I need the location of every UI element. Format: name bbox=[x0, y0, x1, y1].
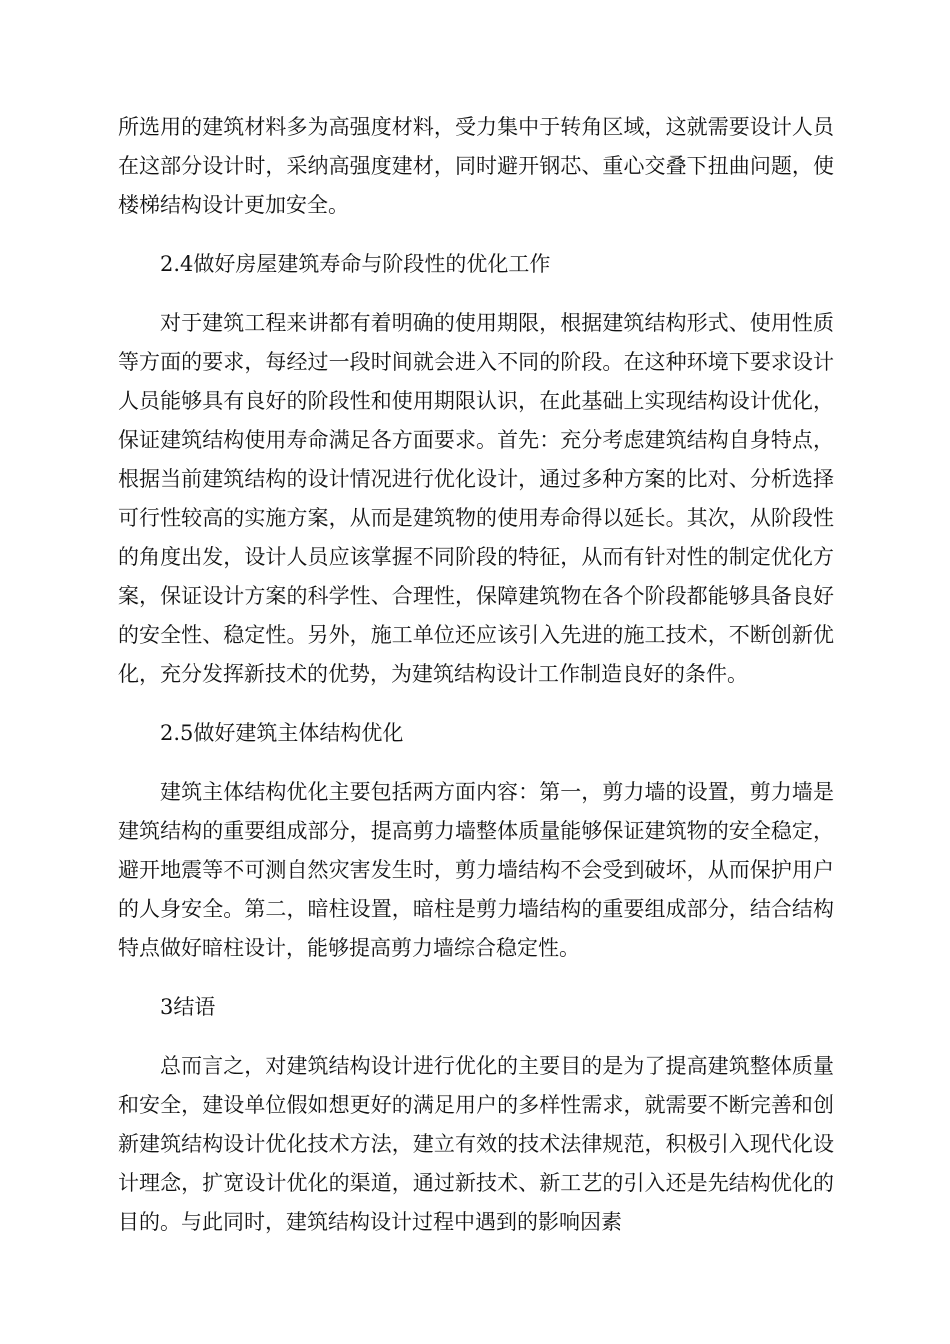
paragraph-main-structure: 建筑主体结构优化主要包括两方面内容：第一，剪力墙的设置，剪力墙是建筑结构的重要组成部分，提高剪力墙整体质量能够保证建筑物的安全稳定，避开地震等不可测自然灾害发生时，剪力墙结构不会受到破坏，从而保护用户的人身安全。第二，暗柱设置，暗柱是剪力墙结构的重要组成部分，结合结构特点做好暗柱设计，能够提高剪力墙综合稳定性。 bbox=[118, 780, 834, 960]
section-heading-2-4: 2.4做好房屋建筑寿命与阶段性的优化工作 bbox=[160, 252, 551, 276]
document-page bbox=[118, 108, 834, 1242]
paragraph-stair-materials: 所选用的建筑材料多为高强度材料，受力集中于转角区域，这就需要设计人员在这部分设计时，采纳高强度建材，同时避开钢芯、重心交叠下扭曲问题，使楼梯结构设计更加安全。 bbox=[118, 115, 834, 217]
paragraph-building-lifespan: 对于建筑工程来讲都有着明确的使用期限，根据建筑结构形式、使用性质等方面的要求，每经过一段时间就会进入不同的阶段。在这种环境下要求设计人员能够具有良好的阶段性和使用期限认识，在此基础上实现结构设计优化，保证建筑结构使用寿命满足各方面要求。首先：充分考虑建筑结构自身特点，根据当前建筑结构的设计情况进行优化设计，通过多种方案的比对、分析选择可行性较高的实施方案，从而是建筑物的使用寿命得以延长。其次，从阶段性的角度出发，设计人员应该掌握不同阶段的特征，从而有针对性的制定优化方案，保证设计方案的科学性、合理性，保障建筑物在各个阶段都能够具备良好的安全性、稳定性。另外，施工单位还应该引入先进的施工技术，不断创新优化，充分发挥新技术的优势，为建筑结构设计工作制造良好的条件。 bbox=[118, 311, 834, 686]
section-heading-3-conclusion: 3结语 bbox=[160, 995, 216, 1019]
paragraph-conclusion: 总而言之，对建筑结构设计进行优化的主要目的是为了提高建筑整体质量和安全，建设单位假如想更好的满足用户的多样性需求，就需要不断完善和创新建筑结构设计优化技术方法，建立有效的技术法律规范，积极引入现代化设计理念，扩宽设计优化的渠道，通过新技术、新工艺的引入还是先结构优化的目的。与此同时，建筑结构设计过程中遇到的影响因素 bbox=[118, 1054, 834, 1234]
section-heading-2-5: 2.5做好建筑主体结构优化 bbox=[160, 721, 404, 745]
